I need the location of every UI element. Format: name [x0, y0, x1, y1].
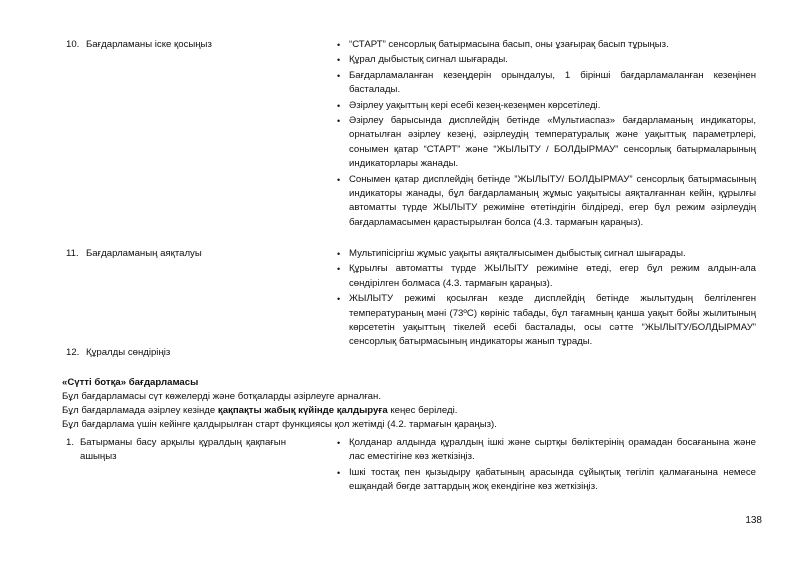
- list-item: • Мультипісіргіш жұмыс уақыты аяқталғысымен дыбыстық сигнал шығарады.: [336, 247, 756, 261]
- step-10: [66, 38, 286, 52]
- bullet-icon: •: [337, 70, 341, 81]
- list-item: • Бағдарламаланған кезеңдерін орындалуы, 1 бірінші бағдарламаланған кезеңінен басталады.: [337, 69, 756, 96]
- list-item: • Қолданар алдында құралдың ішкі және сыртқы бөліктерінің орамадан босағанына және лас еместігіне көз жеткізіңіз.: [337, 437, 756, 463]
- step-10-number: 10.: [66, 39, 80, 50]
- bullet-icon: •: [337, 40, 341, 50]
- list-item: • Әзірлеу барысында дисплейдің бетінде «Мультиаспаз» бағдарламаның индикаторы, орнатылған әзірлеу кезеңі, әзірлеудің температуралық және уақыттық параметрлері, сонымен қатар “СТАРТ” және “ЖЫЛЫТУ / БОЛДЫРМАУ” сенсорлық батырмаларының индикаторлары жанады.: [337, 115, 756, 170]
- bullet-icon: •: [337, 249, 341, 259]
- lid-closed-emphasis: қақпақты жабық күйінде қалдыруға: [217, 405, 388, 416]
- step-1-bullets: [336, 436, 756, 496]
- step-12-number: 12.: [66, 347, 80, 358]
- list-item: • Сонымен қатар дисплейдің бетінде ”ЖЫЛЫТУ/ БОЛДЫРМАУ” сенсорлық батырмасының индикаторы жанады, бұл бағдарламаның жұмыс уақытысы аяқталғаннан кейін, құрылғы автоматты түрде ЖЫЛЫТУ режиміне өтетіндігін білдіреді, егер бұл режим әзірлеудің бағдарламасымен қарастырылған болса (4.3. тармағын қараңыз).: [337, 173, 756, 228]
- bullet-icon: •: [337, 116, 341, 127]
- list-item: • “СТАРТ” сенсорлық батырмасына басып, оны ұзағырақ басып тұрыңыз.: [336, 38, 756, 52]
- step-10-bullets: [336, 38, 756, 231]
- list-item: • Құрал дыбыстық сигнал шығарады.: [336, 53, 756, 67]
- bullet-icon: •: [337, 294, 341, 305]
- program-heading: «Сүтті ботқа» бағдарламасы: [62, 377, 199, 388]
- list-item: • Құрылғы автоматты түрде ЖЫЛЫТУ режиміне өтеді, егер бұл режим алдын-ала сөндірілген болмаса (4.3. тармағын қараңыз).: [337, 263, 756, 289]
- list-item: • ЖЫЛЫТУ режимі қосылған кезде дисплейдің бетінде жылытудың белгіленген температураның мәні (73ºС) көрініс табады, бұл тағамның қанша уақыт бойы жылитының көрсететін уақыттың тікелей есебі басталады, осы сәтте “ЖЫЛЫТУ/БОЛДЫРМАУ” сенсорлық батырмасының индикаторы жанып тұрады.: [337, 293, 756, 348]
- step-11-number: 11.: [66, 248, 79, 259]
- step-1-number: 1.: [66, 437, 75, 448]
- bullet-icon: •: [337, 467, 341, 478]
- bullet-icon: •: [337, 55, 341, 66]
- list-item: • Әзірлеу уақыттың кері есебі кезең-кезеңмен көрсетіледі.: [336, 99, 756, 113]
- step-12-title: Құралды сөндіріңіз: [86, 347, 171, 358]
- bullet-icon: •: [337, 438, 341, 448]
- step-1-title: Батырманы басу арқылы құралдың қақпағын ашыңыз: [80, 437, 286, 462]
- bullet-icon: •: [337, 264, 341, 275]
- step-10-title: Бағдарламаны іске қосыңыз: [86, 39, 212, 50]
- step-1: [66, 436, 286, 464]
- page-number: 138: [745, 515, 762, 526]
- step-11-title: Бағдарламаның аяқталуы: [86, 248, 202, 259]
- program-line-3: Бұл бағдарлама үшін кейінге қалдырылған старт функциясы қол жетімді (4.2. тармағын қараңыз).: [62, 419, 497, 430]
- step-11-bullets: [336, 247, 756, 351]
- list-item: • Ішкі тостақ пен қызыдыру қабатының арасында сұйықтық төгіліп қалмағанына немесе ешқандай бөгде заттардың жоқ екендігіне көз жеткізіңіз.: [337, 466, 756, 493]
- program-line-2: Бұл бағдарламада әзірлеу кезінде қақпақты жабық күйінде қалдыруға кеңес беріледі.: [62, 405, 458, 416]
- bullet-icon: •: [337, 174, 341, 185]
- step-11: [66, 247, 286, 261]
- program-line-1: Бұл бағдарламасы сүт көжелерді және ботқаларды әзірлеуге арналған.: [62, 391, 381, 402]
- bullet-icon: •: [337, 100, 341, 111]
- step-12: [66, 346, 286, 360]
